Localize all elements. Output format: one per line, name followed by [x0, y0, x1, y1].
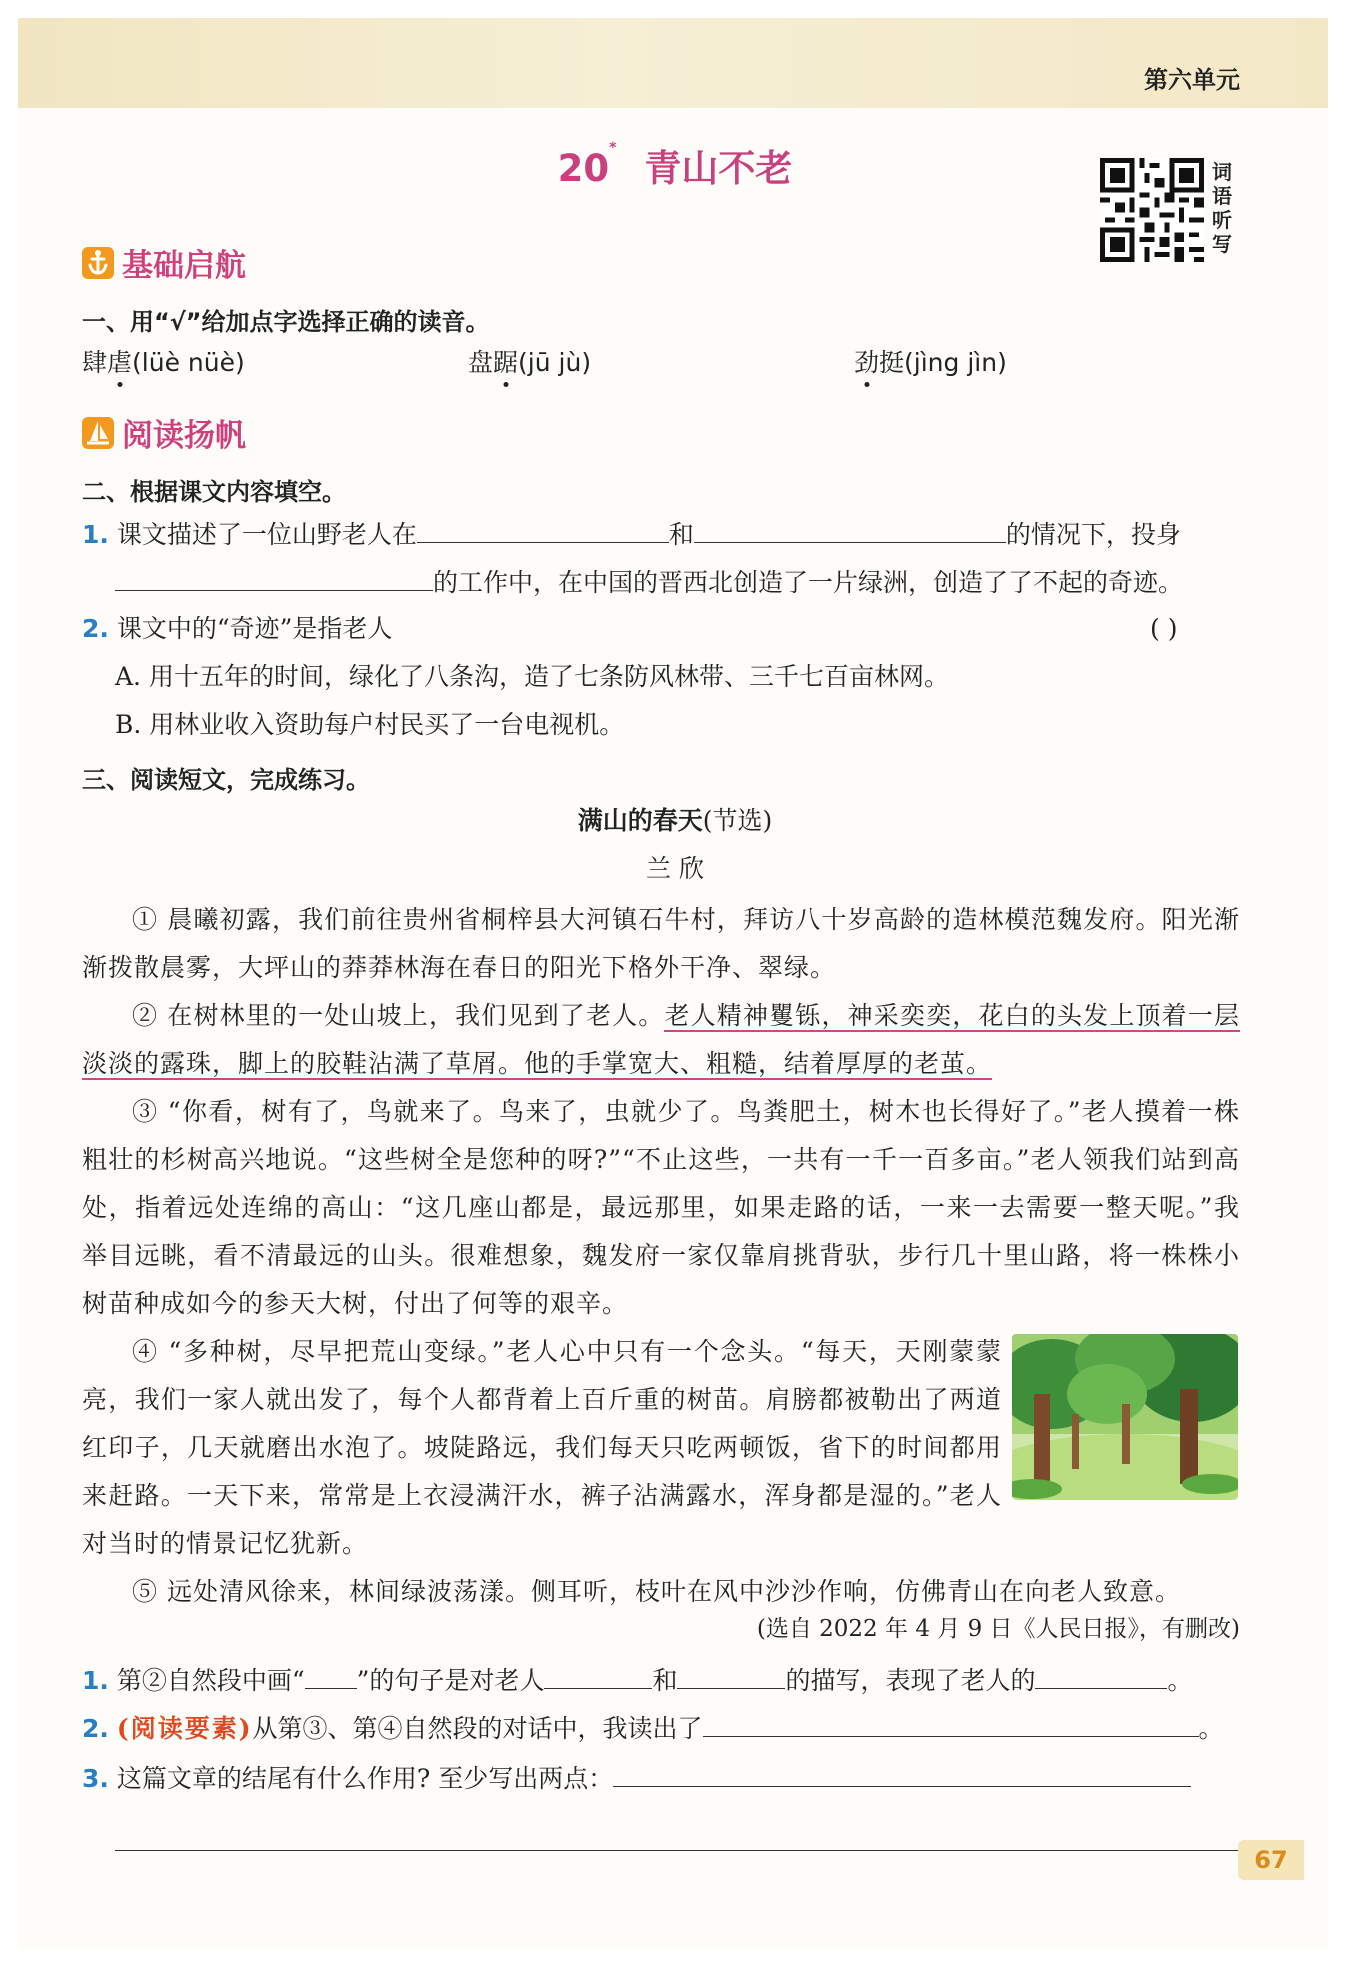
lesson-number: 20 — [557, 147, 610, 190]
q1-item-2: 盘踞(jū jù) — [468, 348, 592, 377]
q1-heading: 一、用“√”给加点字选择正确的读音。 — [82, 308, 490, 336]
paragraph-1: ① 晨曦初露，我们前往贵州省桐梓县大河镇石牛村，拜访八十岁高龄的造林模范魏发府。阳光渐渐拨散晨雾，大坪山的莽莽林海在春日的阳光下格外干净、翠绿。 — [82, 905, 1240, 982]
page-number: 67 — [1238, 1840, 1304, 1880]
exercise-1: 1. 第②自然段中画“ ”的句子是对老人 和 的描写，表现了老人的 。 — [82, 1666, 1193, 1695]
lesson-name: 青山不老 — [644, 147, 793, 190]
underlined-sentence: 老人精神矍铄，神采奕奕，花白的头发上顶着一层淡淡的露珠，脚上的胶鞋沾满了草屑。他的手掌宽大、粗糙，结着厚厚的老茧。 — [82, 1001, 1240, 1078]
answer-paren[interactable]: ( ) — [1150, 614, 1178, 643]
section-basic: 基础启航 — [82, 240, 246, 285]
q3-heading: 三、阅读短文，完成练习。 — [82, 766, 370, 794]
unit-label: 第六单元 — [1144, 66, 1240, 94]
forest-illustration — [1012, 1334, 1238, 1500]
sail-icon — [82, 417, 114, 449]
lesson-mark: * — [609, 140, 617, 156]
exercise-2: 2. (阅读要素)从第③、第④自然段的对话中，我读出了 。 — [82, 1714, 1224, 1743]
q1-item-1: 肆虐(lüè nüè) — [82, 348, 245, 377]
paragraph-3: ③ “你看，树有了，鸟就来了。鸟来了，虫就少了。鸟粪肥土，树木也长得好了。”老人摸着一株粗壮的杉树高兴地说。“这些树全是您种的呀?”“不止这些，一共有一千一百多亩。”老人领我们站到高处，指着远处连绵的高山：“这几座山都是，最远那里，如果走路的话，一来一去需要一整天呢。”我举目远眺，看不清最远的山头。很难想象，魏发府一家仅靠肩挑背驮，步行几十里山路，将一株株小树苗种成如今的参天大树，付出了何等的艰辛。 — [82, 1097, 1240, 1318]
q2-item-2: 2. 课文中的“奇迹”是指老人 — [82, 614, 393, 643]
blank[interactable] — [544, 1664, 652, 1689]
qr-label: 词 语 听 写 — [1212, 160, 1232, 256]
article-source: (选自 2022 年 4 月 9 日《人民日报》，有删改) — [756, 1616, 1240, 1642]
option-a[interactable]: A. 用十五年的时间，绿化了八条沟，造了七条防风林带、三千七百亩林网。 — [115, 662, 949, 691]
blank[interactable] — [613, 1762, 1191, 1787]
paragraph-4: ④ “多种树，尽早把荒山变绿。”老人心中只有一个念头。“每天，天刚蒙蒙亮，我们一家人就出发了，每个人都背着上百斤重的树苗。肩膀都被勒出了两道红印子，几天就磨出水泡了。坡陡路远，我们每天只吃两顿饭，省下的时间都用来赶路。一天下来，常常是上衣浸满汗水，裤子沾满露水，浑身都是湿的。”老人对当时的情景记忆犹新。 — [82, 1337, 1002, 1558]
section-reading: 阅读扬帆 — [82, 410, 246, 455]
q2-heading: 二、根据课文内容填空。 — [82, 478, 346, 506]
qr-code-icon[interactable] — [1100, 158, 1204, 262]
q2-item-1-line-2: 的工作中，在中国的晋西北创造了一片绿洲，创造了了不起的奇迹。 — [115, 566, 1183, 598]
header-band — [18, 18, 1328, 108]
article-author: 兰 欣 — [646, 854, 704, 883]
q1-item-3: 劲挺(jìng jìn) — [854, 348, 1007, 377]
blank[interactable] — [417, 518, 669, 543]
paragraph-2: ② 在树林里的一处山坡上，我们见到了老人。老人精神矍铄，神采奕奕，花白的头发上顶着一层淡淡的露珠，脚上的胶鞋沾满了草屑。他的手掌宽大、粗糙，结着厚厚的老茧。 — [82, 1001, 1240, 1078]
paragraph-5: ⑤ 远处清风徐来，林间绿波荡漾。侧耳听，枝叶在风中沙沙作响，仿佛青山在向老人致意。 — [132, 1577, 1181, 1606]
blank[interactable] — [703, 1712, 1199, 1737]
blank[interactable] — [677, 1664, 785, 1689]
option-b[interactable]: B. 用林业收入资助每户村民买了一台电视机。 — [115, 710, 625, 739]
reading-element-tag: (阅读要素) — [116, 1714, 253, 1743]
anchor-icon — [82, 247, 114, 279]
article-title: 满山的春天(节选) — [577, 806, 773, 835]
blank[interactable] — [694, 518, 1006, 543]
q2-item-1-line-1: 1. 课文描述了一位山野老人在 和 的情况下，投身 — [82, 520, 1181, 549]
exercise-3: 3. 这篇文章的结尾有什么作用? 至少写出两点： — [82, 1762, 1191, 1794]
answer-line[interactable] — [115, 1850, 1240, 1851]
blank[interactable] — [1035, 1664, 1167, 1689]
blank[interactable] — [115, 566, 433, 591]
